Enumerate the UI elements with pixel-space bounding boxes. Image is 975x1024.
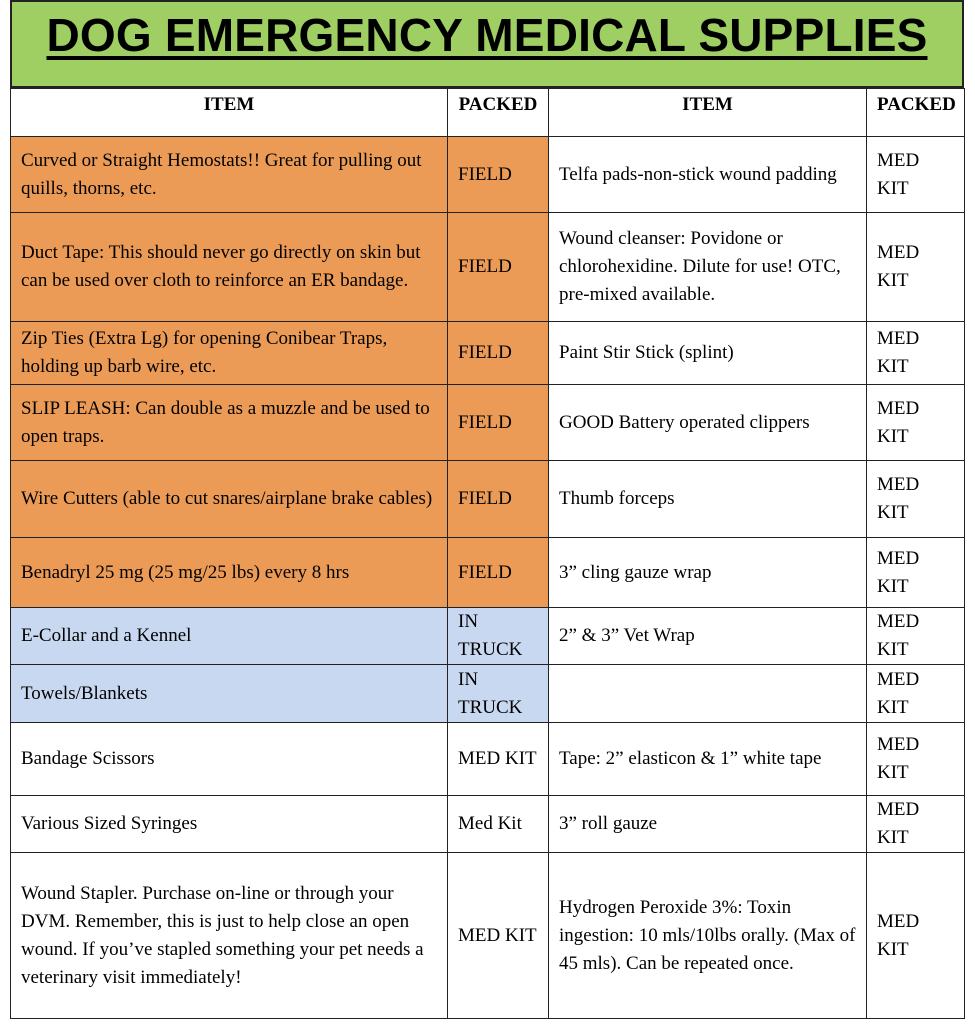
- header-packed-right: PACKED: [867, 89, 965, 137]
- packed-cell: FIELD: [448, 461, 549, 538]
- item-cell: Telfa pads-non-stick wound padding: [549, 137, 867, 213]
- table-row: [11, 796, 965, 853]
- item-cell: Duct Tape: This should never go directly on skin but can be used over cloth to reinforce an ER bandage.: [11, 213, 448, 322]
- item-cell: Tape: 2” elasticon & 1” white tape: [549, 723, 867, 796]
- packed-cell: FIELD: [448, 385, 549, 461]
- item-cell: Hydrogen Peroxide 3%: Toxin ingestion: 10 mls/10lbs orally. (Max of 45 mls). Can be repeated once.: [549, 853, 867, 1019]
- table-row: [11, 385, 965, 461]
- table-row: [11, 853, 965, 1019]
- item-cell: Thumb forceps: [549, 461, 867, 538]
- item-cell: [549, 665, 867, 723]
- packed-cell: MED KIT: [867, 796, 965, 853]
- packed-cell: IN TRUCK: [448, 608, 549, 665]
- item-cell: Wound cleanser: Povidone or chlorohexidine. Dilute for use! OTC, pre-mixed available.: [549, 213, 867, 322]
- item-cell: Zip Ties (Extra Lg) for opening Conibear Traps, holding up barb wire, etc.: [11, 322, 448, 385]
- item-cell: 3” roll gauze: [549, 796, 867, 853]
- header-packed-left: PACKED: [448, 89, 549, 137]
- table-row: [11, 723, 965, 796]
- packed-cell: MED KIT: [867, 385, 965, 461]
- packed-cell: MED KIT: [448, 723, 549, 796]
- packed-cell: MED KIT: [867, 322, 965, 385]
- packed-cell: MED KIT: [867, 665, 965, 723]
- packed-cell: MED KIT: [867, 608, 965, 665]
- page-title: DOG EMERGENCY MEDICAL SUPPLIES: [46, 9, 928, 61]
- header-row: [11, 89, 965, 137]
- packed-cell: MED KIT: [448, 853, 549, 1019]
- table-row: [11, 137, 965, 213]
- packed-cell: MED KIT: [867, 538, 965, 608]
- item-cell: Wound Stapler. Purchase on-line or through your DVM. Remember, this is just to help close an open wound. If you’ve stapled something your pet needs a veterinary visit immediately!: [11, 853, 448, 1019]
- supplies-sheet: [10, 0, 964, 1019]
- header-item-left: ITEM: [11, 89, 448, 137]
- table-row: [11, 538, 965, 608]
- packed-cell: MED KIT: [867, 723, 965, 796]
- packed-cell: FIELD: [448, 538, 549, 608]
- packed-cell: MED KIT: [867, 213, 965, 322]
- packed-cell: Med Kit: [448, 796, 549, 853]
- table-row: [11, 213, 965, 322]
- table-row: [11, 608, 965, 665]
- packed-cell: MED KIT: [867, 853, 965, 1019]
- item-cell: E-Collar and a Kennel: [11, 608, 448, 665]
- item-cell: 3” cling gauze wrap: [549, 538, 867, 608]
- item-cell: Paint Stir Stick (splint): [549, 322, 867, 385]
- table-row: [11, 665, 965, 723]
- item-cell: Bandage Scissors: [11, 723, 448, 796]
- item-cell: GOOD Battery operated clippers: [549, 385, 867, 461]
- supplies-table: [10, 88, 965, 1019]
- table-row: [11, 322, 965, 385]
- packed-cell: FIELD: [448, 137, 549, 213]
- header-item-right: ITEM: [549, 89, 867, 137]
- packed-cell: MED KIT: [867, 137, 965, 213]
- table-row: [11, 461, 965, 538]
- item-cell: Curved or Straight Hemostats!! Great for pulling out quills, thorns, etc.: [11, 137, 448, 213]
- item-cell: SLIP LEASH: Can double as a muzzle and be used to open traps.: [11, 385, 448, 461]
- title-band: [10, 0, 964, 88]
- item-cell: Wire Cutters (able to cut snares/airplane brake cables): [11, 461, 448, 538]
- item-cell: 2” & 3” Vet Wrap: [549, 608, 867, 665]
- packed-cell: FIELD: [448, 322, 549, 385]
- item-cell: Benadryl 25 mg (25 mg/25 lbs) every 8 hrs: [11, 538, 448, 608]
- packed-cell: MED KIT: [867, 461, 965, 538]
- packed-cell: FIELD: [448, 213, 549, 322]
- item-cell: Towels/Blankets: [11, 665, 448, 723]
- packed-cell: IN TRUCK: [448, 665, 549, 723]
- item-cell: Various Sized Syringes: [11, 796, 448, 853]
